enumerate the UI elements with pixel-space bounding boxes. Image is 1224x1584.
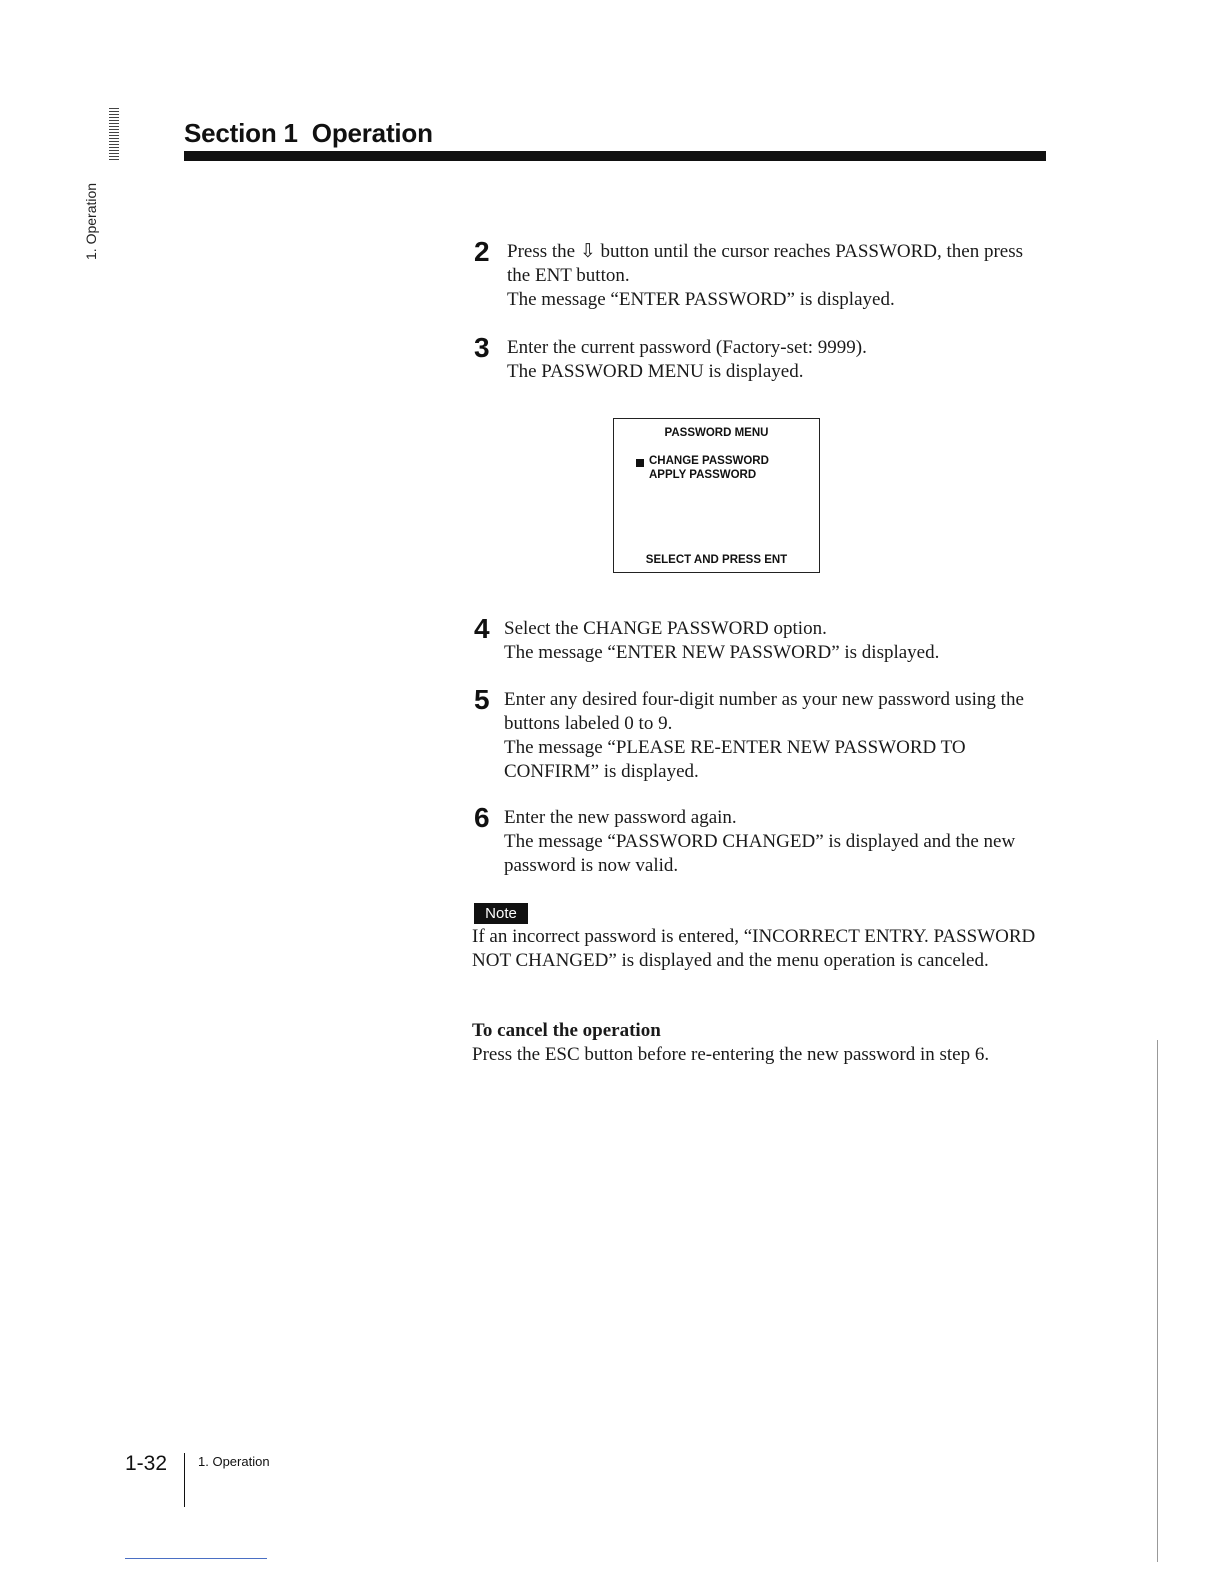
password-menu-screen <box>613 418 820 573</box>
step-result: The message “PLEASE RE-ENTER NEW PASSWORD TO CONFIRM” is displayed. <box>504 737 966 782</box>
step-instruction: Enter any desired four-digit number as your new password using the buttons labeled 0 to 9. <box>504 689 1024 734</box>
step-result: The message “ENTER NEW PASSWORD” is displayed. <box>504 642 940 663</box>
cancel-heading: To cancel the operation <box>472 1020 661 1041</box>
note-badge: Note <box>474 903 528 924</box>
step-text <box>504 806 1044 878</box>
note-text <box>472 925 1042 973</box>
footer-underline <box>125 1558 267 1559</box>
step-result: The message “ENTER PASSWORD” is displayed. <box>507 289 895 310</box>
step-text <box>507 336 1047 384</box>
step-instruction: Press the ⇩ button until the cursor reaches PASSWORD, then press the ENT button. <box>507 241 1024 286</box>
footer-chapter: 1. Operation <box>198 1454 270 1469</box>
step-instruction: Select the CHANGE PASSWORD option. <box>504 618 827 639</box>
section-title <box>184 118 433 149</box>
menu-cursor-icon <box>636 459 644 467</box>
step-number: 3 <box>474 332 490 363</box>
step-instruction: Enter the new password again. <box>504 807 737 828</box>
step-number: 6 <box>474 802 490 833</box>
step-text <box>504 688 1044 784</box>
cancel-text <box>472 1043 1042 1067</box>
step-number: 5 <box>474 684 490 715</box>
menu-footer: SELECT AND PRESS ENT <box>645 554 788 566</box>
step-number: 2 <box>474 236 490 267</box>
step-text <box>504 617 1044 665</box>
header-rule <box>184 151 1046 161</box>
note-body: If an incorrect password is entered, “INCORRECT ENTRY. PASSWORD NOT CHANGED” is displayed and the menu operation is canceled. <box>472 926 1036 971</box>
step-result: The message “PASSWORD CHANGED” is displayed and the new password is now valid. <box>504 831 1016 876</box>
section-label: Section 1 <box>184 118 298 148</box>
menu-item-change-password: CHANGE PASSWORD <box>649 455 769 467</box>
page-edge-line <box>1157 1040 1158 1562</box>
step-number: 4 <box>474 613 490 644</box>
page-number: 1-32 <box>125 1452 168 1475</box>
footer-divider <box>184 1453 185 1507</box>
step-instruction: Enter the current password (Factory-set: 9999). <box>507 337 867 358</box>
side-tab-label: 1. Operation <box>83 182 99 260</box>
step-text <box>507 240 1047 312</box>
section-name: Operation <box>311 118 433 148</box>
cancel-body: Press the ESC button before re-entering the new password in step 6. <box>472 1044 990 1065</box>
menu-item-apply-password: APPLY PASSWORD <box>649 469 757 481</box>
menu-title: PASSWORD MENU <box>664 427 769 439</box>
side-tab-marker <box>109 108 119 160</box>
step-result: The PASSWORD MENU is displayed. <box>507 361 804 382</box>
